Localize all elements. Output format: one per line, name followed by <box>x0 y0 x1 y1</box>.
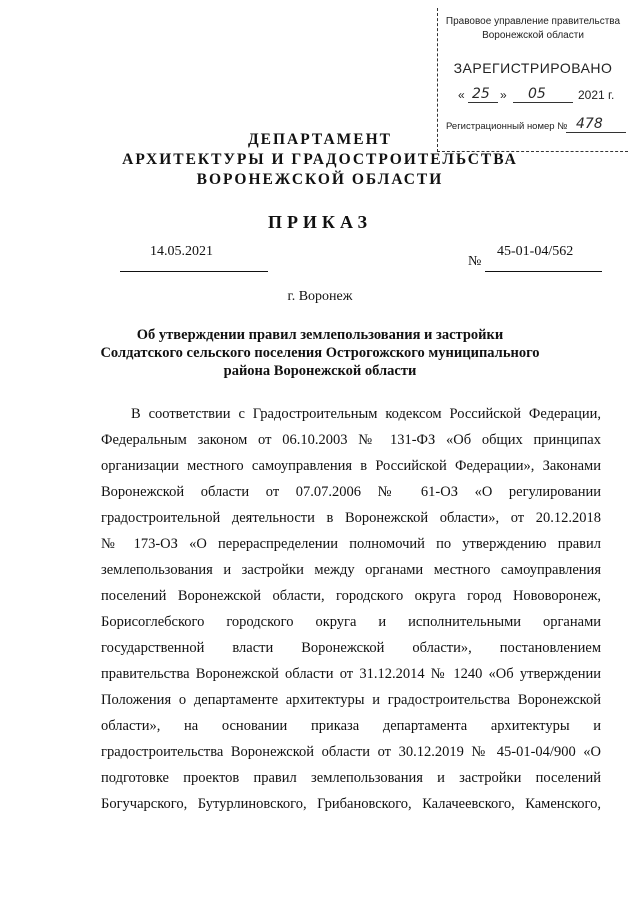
city: г. Воронеж <box>287 289 353 304</box>
body-line: градостроительной деятельности в Воронежской области», от 20.12.2018 <box>101 510 601 526</box>
number-underline <box>485 271 602 272</box>
body-line: Богучарского, Бутурлиновского, Грибановского, Калачеевского, Каменского, <box>101 796 601 812</box>
date-underline <box>120 271 268 272</box>
stamp-org-line2: Воронежской области <box>482 30 584 41</box>
stamp-date-row <box>458 88 628 110</box>
dept-line-1: ДЕПАРТАМЕНТ <box>247 131 393 148</box>
body-line: В соответствии с Градостроительным кодексом Российской Федерации, <box>131 406 601 422</box>
document-title: ПРИКАЗ <box>267 212 373 232</box>
subject-line-3: района Воронежской области <box>223 363 417 379</box>
dept-line-2: АРХИТЕКТУРЫ И ГРАДОСТРОИТЕЛЬСТВА <box>122 151 518 168</box>
subject-line-2: Солдатского сельского поселения Острогожского муниципального <box>100 345 540 361</box>
stamp-reg-label: Регистрационный номер № <box>446 121 568 132</box>
body-line: Борисоглебского городского округа и исполнительными органами <box>101 614 601 630</box>
body-line: Положения о департаменте архитектуры и градостроительства Воронежской <box>101 692 601 708</box>
stamp-date-month: 05 <box>528 86 546 102</box>
body-line: градостроительства Воронежской области от 30.12.2019 № 45-01-04/900 «О <box>101 744 601 760</box>
stamp-registered: ЗАРЕГИСТРИРОВАНО <box>453 60 613 76</box>
body-line: области», на основании приказа департамента архитектуры и <box>101 718 601 734</box>
stamp-reg-number: 478 <box>576 116 603 132</box>
stamp-month-line <box>513 102 573 103</box>
stamp-date-open-quote: « <box>458 88 465 102</box>
stamp-org-line1: Правовое управление правительства <box>445 16 621 27</box>
department-header <box>0 130 640 190</box>
body-text <box>101 401 601 817</box>
stamp-date-close-quote: » <box>500 88 507 102</box>
body-line: № 173-ОЗ «О перераспределении полномочий по утверждению правил <box>101 536 601 552</box>
body-line: землепользования и застройки между органами местного самоуправления <box>101 562 601 578</box>
stamp-date-year: 2021 г. <box>578 88 615 102</box>
body-line: подготовке проектов правил землепользования и застройки поселений <box>101 770 601 786</box>
stamp-date-day: 25 <box>472 86 490 102</box>
dept-line-3: ВОРОНЕЖСКОЙ ОБЛАСТИ <box>196 171 444 188</box>
body-line: правительства Воронежской области от 31.12.2014 № 1240 «Об утверждении <box>101 666 601 682</box>
subject-line-1: Об утверждении правил землепользования и застройки <box>136 327 504 343</box>
body-line: Федеральным законом от 06.10.2003 № 131-ФЗ «Об общих принципах <box>101 432 601 448</box>
order-date: 14.05.2021 <box>150 244 213 259</box>
body-line: Воронежской области от 07.07.2006 № 61-ОЗ «О регулировании <box>101 484 601 500</box>
stamp-day-line <box>468 102 498 103</box>
order-number: 45-01-04/562 <box>497 244 574 259</box>
body-line: организации местного самоуправления в Российской Федерации», Законами <box>101 458 601 474</box>
body-line: поселений Воронежской области, городского округа город Нововоронеж, <box>101 588 601 604</box>
order-subject <box>80 326 560 380</box>
number-sign: № <box>468 254 482 269</box>
body-line: государственной власти Воронежской области», постановлением <box>101 640 601 656</box>
